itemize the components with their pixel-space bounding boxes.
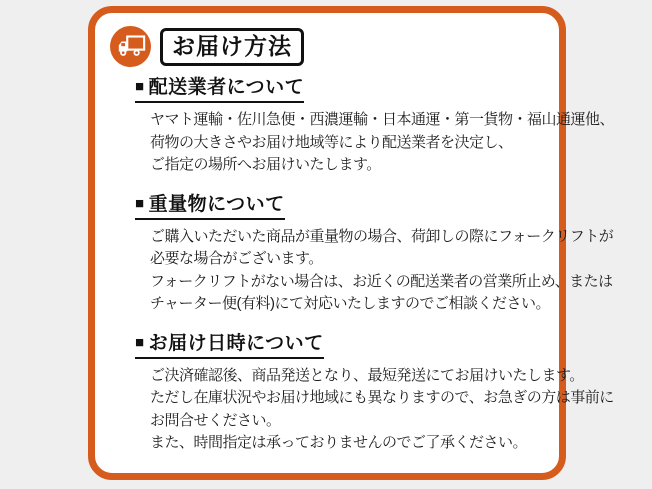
section-carriers-heading-label: 配送業者について [148,77,305,98]
body-line: お問合せください。 [150,411,281,429]
section-delivery-schedule [135,328,614,455]
section-heavy-items [135,189,614,316]
section-heavy-items-body [150,226,614,316]
body-line: また、時間指定は承っておりませんのでご了承ください。 [150,434,528,451]
section-delivery-schedule-heading-label: お届け日時について [148,332,324,354]
body-line: チャーター便(有料)にて対応いたしますのでご相談ください。 [150,295,551,312]
section-carriers [135,72,615,177]
body-line: ご指定の場所へお届けいたします。 [150,156,381,173]
section-heavy-items-heading [135,189,285,220]
section-carriers-heading [135,72,304,103]
section-delivery-schedule-heading [135,328,324,359]
section-delivery-schedule-body [150,365,614,455]
square-bullet-icon: ■ [135,333,145,351]
body-line: ご購入いただいた商品が重量物の場合、荷卸しの際にフォークリフトが [150,227,614,245]
section-heavy-items-heading-label: 重量物について [148,193,285,215]
panel-content [135,72,615,455]
delivery-info-panel [88,6,615,480]
panel-header [110,26,559,67]
body-line: ヤマト運輸・佐川急便・西濃運輸・日本通運・第一貨物・福山通運他、 [150,111,615,128]
square-bullet-icon: ■ [135,78,145,95]
section-carriers-body [150,109,615,177]
body-line: ただし在庫状況やお届け地域にも異なりますので、お急ぎの方は事前に [150,389,614,406]
truck-icon [110,26,151,67]
body-line: 荷物の大きさやお届け地域等により配送業者を決定し、 [150,133,513,151]
body-line: フォークリフトがない場合は、お近くの配送業者の営業所止め、または [150,272,613,290]
body-line: 必要な場合がございます。 [150,250,323,267]
square-bullet-icon: ■ [135,194,145,212]
body-line: ご決済確認後、商品発送となり、最短発送にてお届けいたします。 [150,366,584,384]
page-title: お届け方法 [160,28,304,66]
